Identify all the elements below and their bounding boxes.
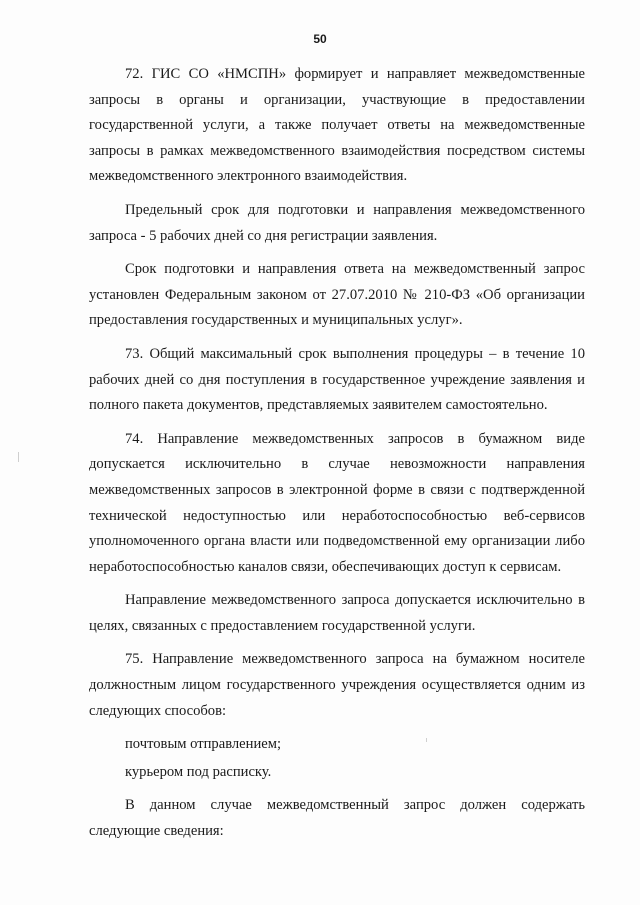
paragraph-75: 75. Направление межведомственного запроса на бумажном носителе должностным лицом государственного учреждения осуществляется одним из следующих способов: xyxy=(89,651,585,719)
list-item-post: почтовым отправлением; xyxy=(125,736,282,753)
paragraph-closing: В данном случае межведомственный запрос должен содержать следующие сведения: xyxy=(89,797,585,840)
paragraph-74: 74. Направление межведомственных запросов в бумажном виде допускается исключительно в случае невозможности направления межведомственных запросов в электронной форме в связи с подтвержденной технической недоступностью или неработоспособностью веб-сервисов уполномоченного органа власти или подведомственной ему организации либо неработоспособностью каналов связи, обеспечивающих доступ к сервисам. xyxy=(89,430,585,575)
document-body xyxy=(89,62,585,845)
list-item-courier: курьером под расписку. xyxy=(125,763,272,780)
paragraph-purpose: Направление межведомственного запроса допускается исключительно в целях, связанных с предоставлением государственной услуги. xyxy=(89,592,585,634)
paragraph-response-term: Срок подготовки и направления ответа на межведомственный запрос установлен Федеральным законом от 27.07.2010 № 210-ФЗ «Об организации предоставления государственных и муниципальных услуг». xyxy=(89,261,585,329)
paragraph-deadline: Предельный срок для подготовки и направления межведомственного запроса - 5 рабочих дней со дня регистрации заявления. xyxy=(89,201,585,244)
paragraph-72: 72. ГИС СО «НМСПН» формирует и направляет межведомственные запросы в органы и организации, участвующие в предоставлении государственной услуги, а также получает ответы на межведомственные запросы в рамках межведомственного взаимодействия посредством системы межведомственного электронного взаимодействия. xyxy=(89,66,585,185)
scan-artifact xyxy=(426,738,427,742)
paragraph-73: 73. Общий максимальный срок выполнения процедуры – в течение 10 рабочих дней со дня поступления в государственное учреждение заявления и полного пакета документов, представляемых заявителем самостоятельно. xyxy=(89,345,585,414)
page-number: 50 xyxy=(313,32,327,46)
scan-artifact xyxy=(18,452,19,462)
